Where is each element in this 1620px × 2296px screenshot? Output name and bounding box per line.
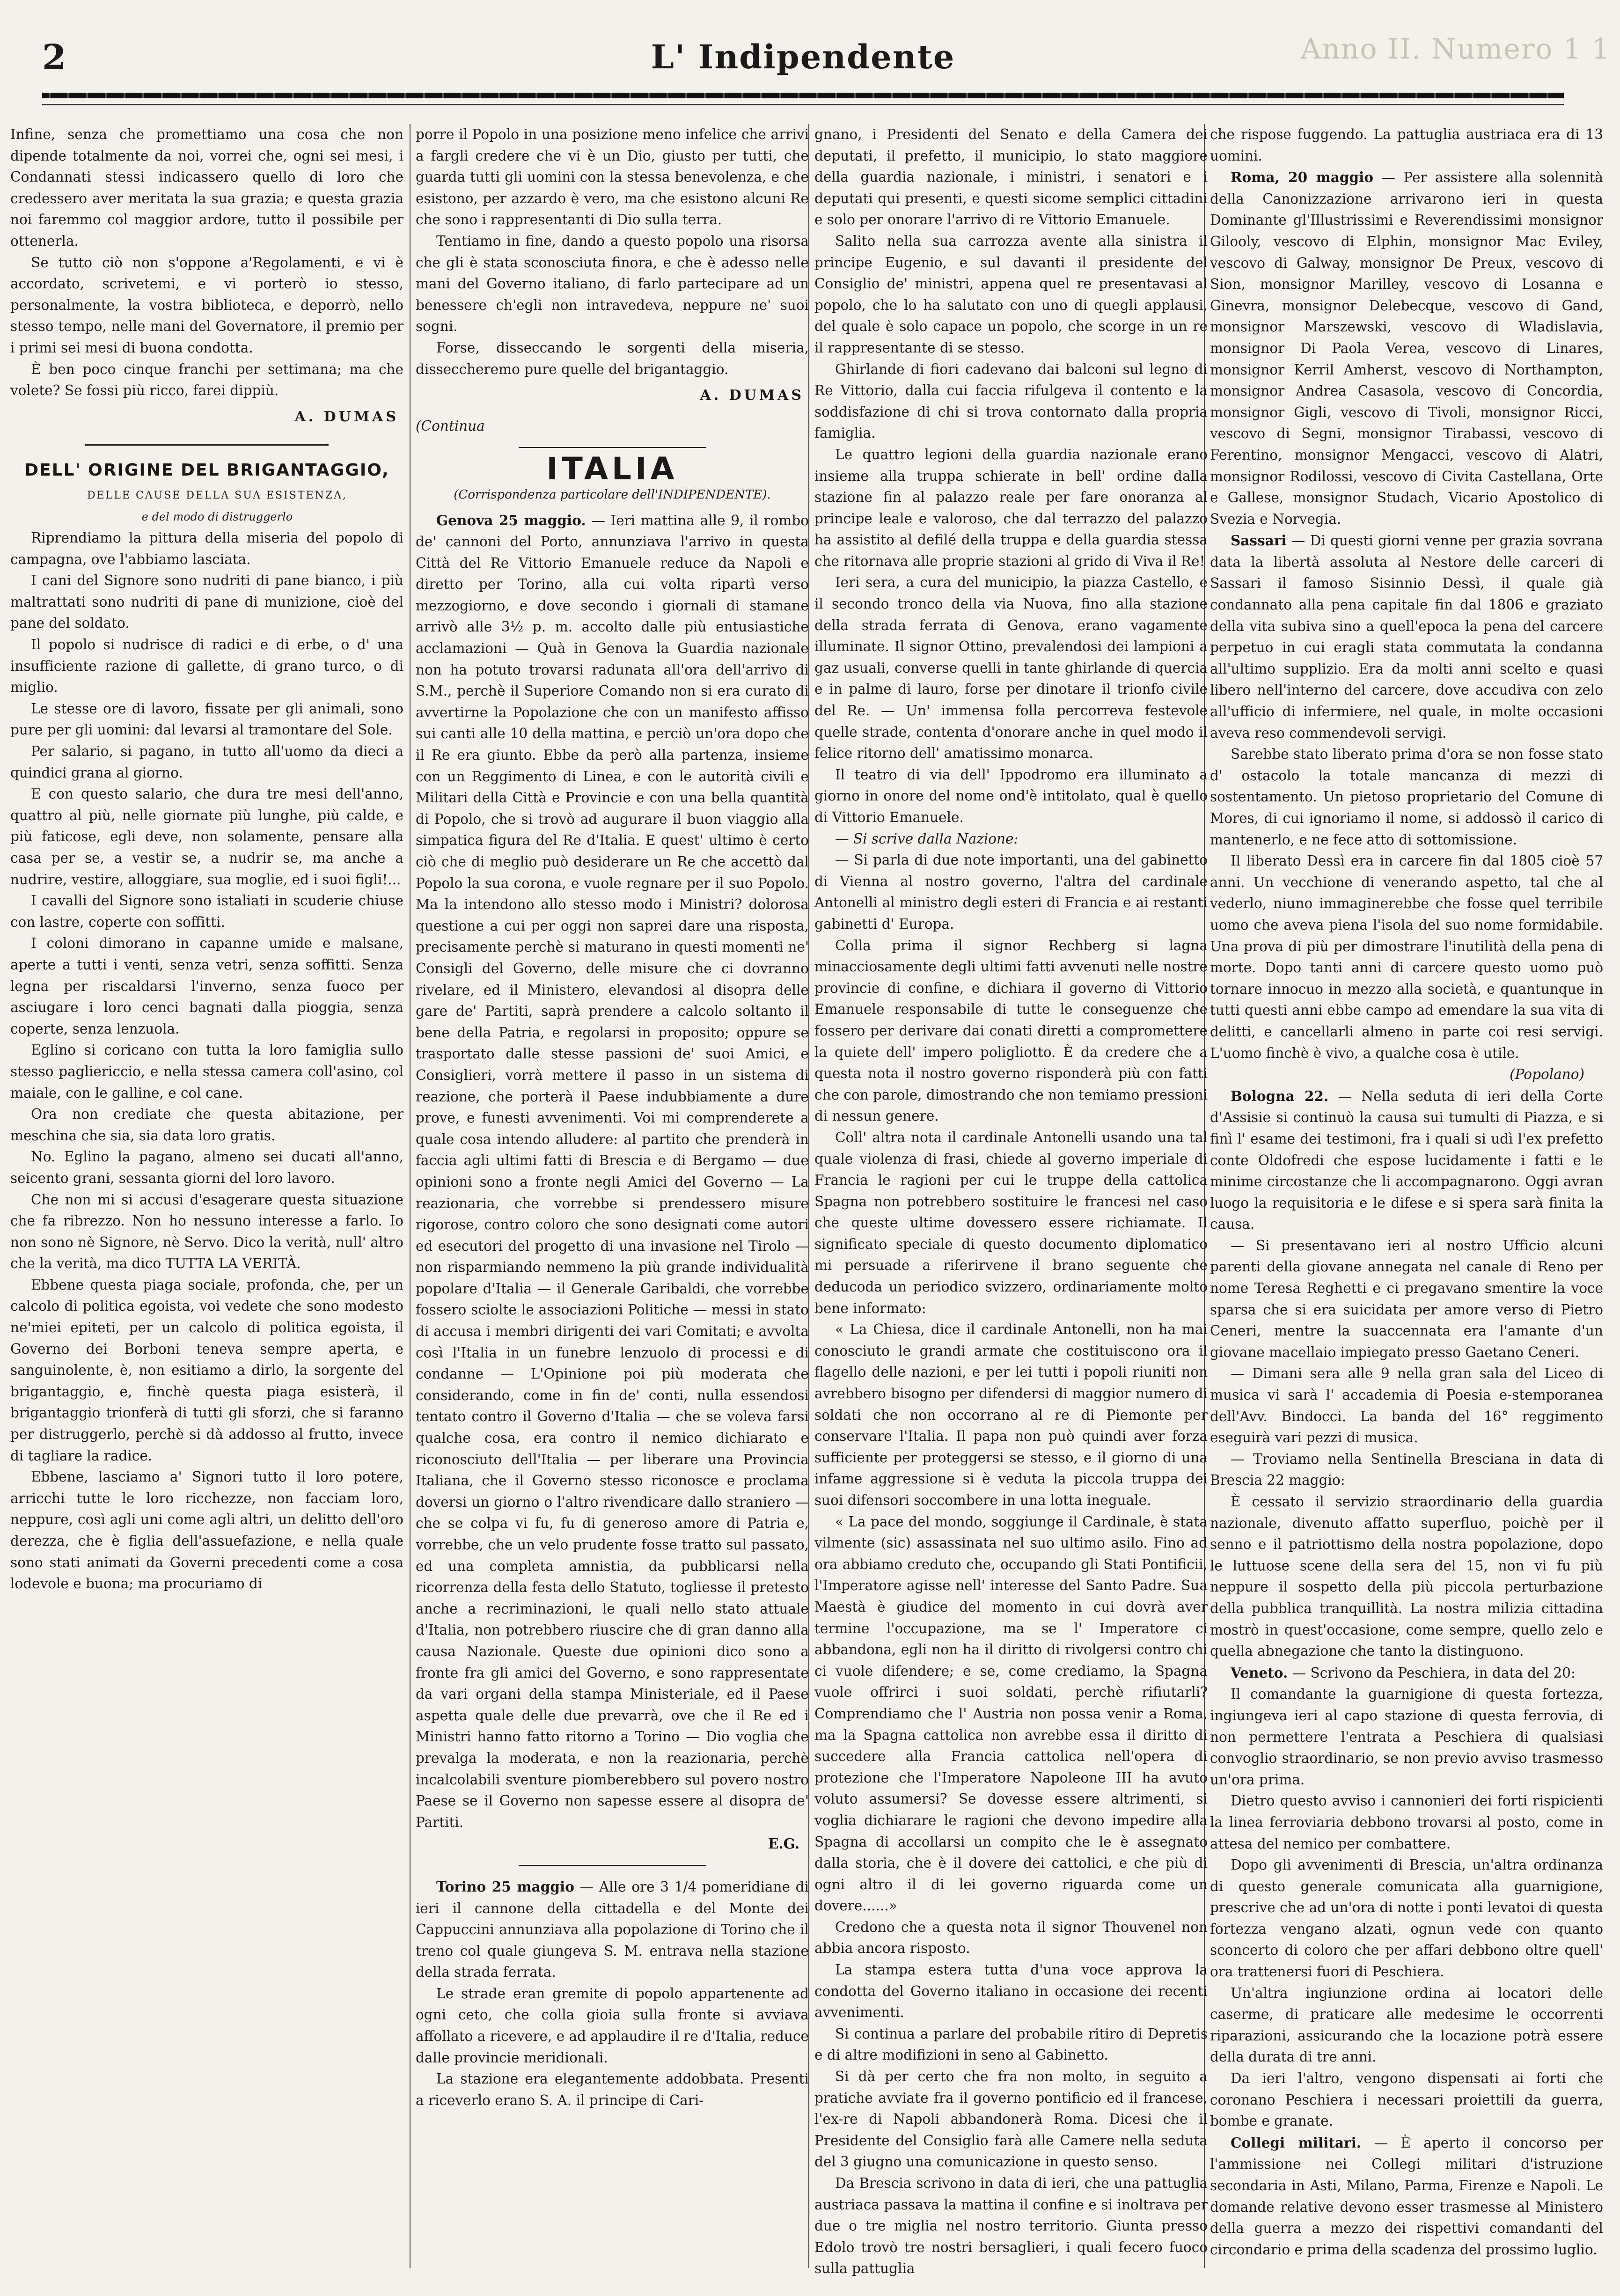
paragraph: I cani del Signore sono nudriti di pane bianco, i più maltrattati sono nudriti di pane di munizione, cioè del pane del soldato. [10,572,403,631]
paragraph: E con questo salario, che dura tre mesi dell'anno, quattro al più, nelle giornate più lunghe, più calde, e più faticose, egli deve, non solamente, pensare alla casa per se, a vestir se, a nudrir se, ma anche a nudrire, vestire, alloggiare, sua moglie, ed i suoi figli!... [10,786,403,888]
author-signature: A. DUMAS [700,387,804,404]
column-4 [1210,124,1603,2277]
section-subtitle: DELLE CAUSE DELLA SUA ESISTENZA, [87,489,347,501]
paragraph: Riprendiamo la pittura della miseria del popolo di campagna, ove l'abbiamo lasciata. [10,530,403,567]
header-rule [42,104,1564,105]
paragraph: « La Chiesa, dice il cardinale Antonelli, non ha mai conosciuto le grandi armate che costituiscono ora il flagello delle nazioni, e per lei tutti i popoli riuniti non avrebbero bisogno per difendersi di maggior numero di soldati che non occorrano al re di Piemonte per conservare l'Italia. Il papa non può quindi aver forza sufficiente per proteggersi se stesso, e il giorno di una infame aggressione si è veduta la piccola truppa dei suoi difensori soccombere in una lotta ineguale. [814,1321,1208,1508]
column-1 [10,124,403,2277]
paragraph: — Si presentavano ieri al nostro Ufficio alcuni parenti della giovane annegata nel canale di Reno per nome Teresa Reghetti e ci pregavano smentire la voce sparsa che si era suicidata per amore verso di Pietro Ceneri, mentre la suaccennata era l'amante d'un giovane macellaio impiegato presso Gaetano Ceneri. [1210,1237,1603,1360]
section-title: DELL' ORIGINE DEL BRIGANTAGGIO, [24,461,389,480]
paragraph: Forse, disseccando le sorgenti della miseria, disseccheremo pure quelle del brigantaggio. [416,339,809,377]
paragraph: No. Eglino la pagano, almeno sei ducati all'anno, seicento grani, sessanta giorni del loro lavoro. [10,1149,403,1186]
section-subtitle: e del modo di distruggerlo [141,510,293,523]
paragraph: Eglino si coricano con tutta la loro famiglia sullo stesso pagliericcio, e nella stessa camera coll'asino, col maiale, con le galline, e col cane. [10,1042,403,1101]
paragraph: La stampa estera tutta d'una voce approva la condotta del Governo italiano in occasione dei recenti avvenimenti. [814,1962,1208,2021]
article-columns [0,124,1620,2277]
header-ornamental-rule [42,93,1564,98]
paragraph: Un'altra ingiunzione ordina ai locatori delle caserme, di praticare alle medesime le occorrenti riparazioni, assicurando che la locazione potrà essere della durata di tre anni. [1210,1985,1603,2065]
paragraph: — Scrivono da Peschiera, in data del 20: [1292,1665,1576,1681]
paragraph: Il liberato Dessì era in carcere fin dal 1805 cioè 57 anni. Un vecchione di venerando aspetto, tal che al vederlo, niuno immaginerebbe che fosse quel terribile uomo che aveva piena l'isola del suo nome formidabile. Una prova di più per dimostrare l'inutilità della pena di morte. Dopo tanti anni di carcere questo uomo può tornare innocuo in mezzo alla società, e quantunque in tutti questi anni ebbe campo ad emendare la sua vita di delitti, e cancellarli almeno in parte coi resi servigi. L'uomo finchè è vivo, a qualche cosa è utile. [1210,853,1603,1061]
continued-note: (Continua [416,418,485,434]
paragraph: Ebbene questa piaga sociale, profonda, che, per un calcolo di politica egoista, voi vedete che sono modesto ne'miei epiteti, per un calcolo di politica egoista, il Governo dei Borboni teneva sempre aperta, e sanguinolente, è, non esitiamo a dirlo, la sorgente del brigantaggio, e, finchè questa piaga esisterà, il brigantaggio trionferà di tutti gli sforzi, che si faranno per distruggerlo, perchè si dà addosso al frutto, invece di tagliare la radice. [10,1276,403,1464]
paragraph: Credono che a questa nota il signor Thouvenel non abbia ancora risposto. [814,1919,1208,1957]
paragraph: — Dimani sera alle 9 nella gran sala del Liceo di musica vi sarà l' accademia di Poesia e-stemporanea dell'Avv. Bindocci. La banda del 16° reggimento eseguirà vari pezzi di musica. [1210,1365,1603,1446]
paragraph: Si continua a parlare del probabile ritiro di Depretis e di altre modifizioni in seno al Gabinetto. [814,2025,1208,2063]
paragraph: Che non mi si accusi d'esagerare questa situazione che fa ribrezzo. Non ho nessuno interesse a farlo. Io non sono nè Signore, nè Servo. Dico la verità, null' altro che la verità, ma dico TUTTA LA VERITÀ. [10,1191,403,1272]
paragraph: Salito nella sua carrozza avente alla sinistra il principe Eugenio, e sul davanti il presidente del Consiglio de' ministri, appena quel re presentavasi al popolo, che lo ha salutato con uno di quegli applausi, del quale è solo capace un popolo, che scorge in un re il rappresentante di se stesso. [814,233,1208,356]
paragraph: — È aperto il concorso per l'ammissione nei Collegi militari d'istruzione secondaria in Asti, Milano, Parma, Firenze e Napoli. Le domande relative devono esser trasmesse al Ministero della guerra a mezzo dei rispettivi comandanti del circondario e prima della scadenza del prossimo luglio. [1210,2135,1603,2258]
paragraph: Se tutto ciò non s'oppone a'Regolamenti, e vi è accordato, scrivetemi, e vi porterò io stesso, personalmente, la vostra biblioteca, e deporrò, nello stesso tempo, nelle mani del Governatore, il premio per i primi sei mesi di buona condotta. [10,254,403,356]
paragraph: Da ieri l'altro, vengono dispensati ai forti che coronano Peschiera i necessari proiettili da guerra, bombe e granate. [1210,2070,1603,2129]
paragraph: — Troviamo nella Sentinella Bresciana in data di Brescia 22 maggio: [1210,1451,1603,1489]
dateline: Genova 25 maggio. [436,512,586,528]
paragraph: Ebbene, lasciamo a' Signori tutto il loro potere, arricchi tutte le loro ricchezze, non facciam loro, neppure, così agli uni come agli altri, un delitto dell'oro derezza, che è figlia dell'assuefazione, e nella quale sono stati animati da Governi precedenti come a cosa lodevole e buona; ma procuriamo di [10,1469,403,1592]
dateline: Bologna 22. [1231,1087,1329,1104]
paragraph: È ben poco cinque franchi per settimana; ma che volete? Se fossi più ricco, farei dippiù. [10,361,403,399]
page-number: 2 [42,37,66,78]
bleed-through-text: Anno II. Numero 1 1 [1300,33,1611,66]
paragraph: Il teatro di via dell' Ippodromo era illuminato a giorno in onore del nome ond'è intitolato, qual è quello di Vittorio Emanuele. [814,766,1208,825]
paragraph: Sarebbe stato liberato prima d'ora se non fosse stato d' ostacolo la totale mancanza di mezzi di sostentamento. Un pietoso proprietario del Comune di Mores, di cui ignoriamo il nome, si addossò il carico di mantenerlo, e ne fece atto di sottomissione. [1210,746,1603,848]
paragraph: Il comandante la guarnigione di questa fortezza, ingiungeva ieri al capo stazione di questa ferrovia, di non permettere l'entrata a Peschiera di qualsiasi convoglio straordinario, se non previo avviso trasmesso un'ora prima. [1210,1686,1603,1788]
paragraph: Le stesse ore di lavoro, fissate per gli animali, sono pure per gli uomini: dal levarsi al tramontare del Sole. [10,700,403,738]
paragraph: — Di questi giorni venne per grazia sovrana data la libertà assoluta al Nestore delle carceri di Sassari il famoso Sisinnio Dessì, il quale già condannato alla pena capitale fin dal 1806 e graziato della vita subiva sino a quell'epoca la pena del carcere perpetuo in cui eragli stata commutata la condanna all'ultimo supplizio. Era da molti anni scelto e quasi libero nell'interno del carcere, dove accudiva con zelo all'ufficio di infermiere, nel quale, in molte occasioni aveva reso commendevoli servigi. [1210,533,1603,741]
paragraph: Da Brescia scrivono in data di ieri, che una pattuglia austriaca passava la mattina il confine e si inoltrava per due o tre miglia nel nostro territorio. Giunta presso Edolo trovò tre nostri bersaglieri, i quali fecero fuoco sulla pattuglia [814,2175,1208,2277]
paragraph: — Si scrive dalla Nazione: [835,830,1019,847]
dateline: Torino 25 maggio [436,1878,574,1895]
section-separator [519,1865,706,1866]
section-heading-italia: ITALIA [546,451,678,487]
paragraph: Ora non crediate che questa abitazione, per meschina che sia, sia data loro gratis. [10,1106,403,1144]
paragraph: Ghirlande di fiori cadevano dai balconi sul legno di Re Vittorio, dalla cui faccia rifulgeva il contento e la soddisfazione di chi si trova contornato dalla propria famiglia. [814,361,1208,441]
paragraph: Tentiamo in fine, dando a questo popolo una risorsa che gli è stata sconosciuta finora, e che è adesso nelle mani del Governo italiano, di farlo partecipare ad un benessere ch'egli non intravedeva, neppure ne' suoi sogni. [416,233,809,335]
paragraph: — Alle ore 3 1/4 pomeridiane di ieri il cannone della cittadella e del Monte dei Cappuccini annunziava alla popolazione di Torino che il treno col quale giungeva S. M. entrava nella stazione della strada ferrata. [416,1878,809,1981]
column-2 [416,124,809,2277]
paragraph: che rispose fuggendo. La pattuglia austriaca era di 13 uomini. [1210,126,1603,164]
paragraph: — Per assistere alla solennità della Canonizzazione arrivarono ieri in questa Dominante gl'Illustrissimi e Reverendissimi monsignor Gilooly, vescovo di Elphin, monsignor Mac Eviley, vescovo di Galway, monsignor De Preux, vescovo di Sion, monsignor Marilley, vescovo di Losanna e Ginevra, monsignor Delebecque, vescovo di Gand, monsignor Marszewski, vescovo di Wladislavia, monsignor Di Paola Verea, vescovo di Linares, monsignor Kerril Amherst, vescovo di Northampton, monsignor Andrea Casasola, vescovo di Concordia, monsignor Gigli, vescovo di Tivoli, monsignor Ricci, vescovo di Segni, monsignor Tirabassi, vescovo di Ferentino, monsignor Mengacci, vescovo di Alatri, monsignor Rodilossi, vescovo di Civita Castellana, Orte e Gallese, monsignor Studach, Vicario Apostolico di Svezia e Norvegia. [1210,169,1603,527]
paragraph: Le strade eran gremite di popolo appartenente ad ogni ceto, che colla gioia sulla fronte si avviava affollato a ricevere, e ad applaudire il re d'Italia, reduce dalle provincie meridionali. [416,1985,809,2066]
masthead-title: L' Indipendente [651,37,955,76]
paragraph: gnano, i Presidenti del Senato e della Camera dei deputati, il prefetto, il municipio, lo stato maggiore della guardia nazionale, i ministri, i senatori e i deputati qui presenti, e questi sicome semplici cittadini e solo per onorare l'arrivo di re Vittorio Emanuele. [814,126,1208,228]
paragraph: Il popolo si nudrisce di radici e di erbe, o d' una insufficiente razione di gallette, di grano turco, o di miglio. [10,637,403,696]
paragraph: I coloni dimorano in capanne umide e malsane, aperte a tutti i venti, senza vetri, senza soffitti. Senza legna per riscaldarsi l'inverno, senza fuoco per asciugare i loro cenci bagnati dalla pioggia, senza coperte, senza lenzuola. [10,935,403,1037]
paragraph: Infine, senza che promettiamo una cosa che non dipende totalmente da noi, vorrei che, ogni sei mesi, i Condannati stessi indicassero quello di loro che credessero aver meritata la sua grazia; e questa grazia noi faremmo col maggior ardore, tutto il possibile per ottenerla. [10,126,403,249]
section-separator [85,444,329,446]
paragraph: Colla prima il signor Rechberg si lagna minacciosamente degli ultimi fatti avvenuti nelle nostre provincie di confine, e dichiara il governo di Vittorio Emanuele responsabile di tutte le conseguenze che fossero per derivare dai conati diretti a compromettere la quiete dell' impero poligliotto. È da credere che a questa nota il nostro governo risponderà più con fatti che con parole, dimostrando che non temiamo pressioni di nessun genere. [814,937,1208,1124]
dateline: Veneto. [1231,1664,1288,1681]
source-attribution: (Popolano) [1510,1066,1584,1083]
paragraph: Si dà per certo che fra non molto, in seguito a pratiche avviate fra il governo pontificio ed il francese, l'ex-re di Napoli abbandonerà Roma. Dicesi che il Presidente del Consiglio farà alle Camere nella seduta del 3 giugno una comunicazione in questo senso. [814,2069,1208,2170]
column-3 [814,124,1208,2277]
author-signature: A. DUMAS [294,408,399,425]
paragraph: Coll' altra nota il cardinale Antonelli usando una tal quale violenza di frasi, chiede al governo imperiale di Francia le ragioni per cui le truppe della cattolica Spagna non potrebbero sostituire le francesi nel caso che queste ultime dovessero essere richiamate. Il significato speciale di questo documento diplomatico mi persuade a riferirvene il brano seguente che deducoda un periodico svizzero, ordinariamente molto bene informato: [814,1129,1208,1316]
paragraph: La stazione era elegantemente addobbata. Presenti a riceverlo erano S. A. il principe di Cari- [416,2071,809,2108]
paragraph: porre il Popolo in una posizione meno infelice che arrivi a fargli credere che vi è un Dio, giusto per tutti, che guarda tutti gli uomini con la stessa benevolenza, e che esistono, per azzardo è vero, ma che esistono alcuni Re che sono i rappresentanti di Dio sulla terra. [416,126,809,228]
paragraph: — Ieri mattina alle 9, il rombo de' cannoni del Porto, annunziava l'arrivo in questa Città del Re Vittorio Emanuele reduce da Napoli e diretto per Torino, alla cui volta ripartì verso mezzogiorno, e dove secondo i giornali di stamane arrivò alle 3½ p. m. accolto dalle più entusiastiche acclamazioni — Quà in Genova la Guardia nazionale non ha potuto trovarsi radunata all'ora dell'arrivo di S.M., perchè il Superiore Comando non si era curato di avvertirne la Popolazione che con un manifesto affisso sui canti alle 10 della mattina, e perciò un'ora dopo che il Re era giunto. Ebbe da però alla partenza, insieme con un Reggimento di Linea, e con le autorità civili e Militari della Città e Provincie e con una bella quantità di Popolo, che si trovò ad augurare il buon viaggio alla simpatica figura del Re d'Italia. E quest' ultimo è certo ciò che di meglio può desiderare un Re che accettò dal Popolo la sua corona, e vuole regnare per il suo Popolo. Ma la intendono allo stesso modo i Ministri? dolorosa questione a cui per oggi non saprei dare una risposta, precisamente perchè si maturano in questi momenti ne' Consigli del Governo, delle misure che ci dovranno rivelare, ed il Ministero, elevandosi al disopra delle gare de' Partiti, saprà prendere a calcolo soltanto il bene della Patria, e regolarsi in proposito; oppure se trasportato dalle stesse passioni de' suoi Amici, e Consiglieri, vorrà mettere il passo in un sistema di reazione, che porterà il Paese indubbiamente a dure prove, e funesti avvenimenti. Voi mi comprenderete a quale cosa intendo alludere: al partito che prenderà in faccia agli ultimi fatti di Brescia e di Bergamo — due opinioni sono a fronte negli Amici del Governo — La reazionaria, che vorrebbe si prendessero misure rigorose, contro coloro che sono designati come autori ed esecutori del progetto di una invasione nel Tirolo — non risparmiando nemmeno la più grande individualità popolare d'Italia — il Generale Garibaldi, che vorrebbe fossero sciolte le associazioni Politiche — messi in stato di accusa i membri dirigenti dei vari Comitati; e avvolta così l'Italia in un funebre lenzuolo di processi e di condanne — L'Opinione poi più moderata che considerando, come in fin de' conti, nulla essendosi tentato contro il Governo d'Italia — che se voleva farsi qualche cosa, era contro il nemico dichiarato e riconosciuto dell'Italia — per liberare una Provincia Italiana, che il Governo stesso riconosce e proclama doversi un giorno o l'altro rivendicare dallo straniero — che se colpa vi fu, fu di generoso amore di Patria e, vorrebbe, che un velo prudente fosse tratto sul passato, ed una completa amnistia, da pubblicarsi nella ricorrenza della festa dello Statuto, togliesse il pretesto anche a recriminazioni, le quali nello stato attuale d'Italia, non potrebbero riuscire che di gran danno alla causa Nazionale. Queste due opinioni dico sono a fronte fra gli amici del Governo, e sono rappresentate da vari organi della stampa Ministeriale, ed il Paese aspetta quale delle due prevarrà, ove che il Re ed i Ministri hanno fatto ritorno a Torino — Dio voglia che prevalga la moderata, e non la reazionaria, perchè incalcolabili sventure piomberebbero sul povero nostro Paese se il Governo non sapesse essere al disopra de' Partiti. [416,512,809,1830]
paragraph: Per salario, si pagano, in tutto all'uomo da dieci a quindici grana al giorno. [10,743,403,781]
paragraph: Le quattro legioni della guardia nazionale erano insieme alla truppa schierate in bell' ordine dalla stazione fin al palazzo reale per fare onoranza al principe leale e valoroso, che dal terrazzo del palazzo ha assistito al defilé della truppa e della guardia stessa che ritornava alle proprie stazioni al grido di Viva il Re! [814,446,1208,569]
paragraph: Ieri sera, a cura del municipio, la piazza Castello, e il secondo tronco della via Nuova, fino alla stazione della strada ferrata di Genova, erano vagamente illuminate. Il signor Ottino, prevalendosi dei lampioni a gaz usuali, converse quelli in tante ghirlande di quercia e in palme di lauro, forse per dinotare il trionfo civile del Re. — Un' immensa folla percorreva festevole quelle strade, contenta d'onorare anche in quel modo il felice ritorno dell' amatissimo monarca. [814,574,1208,762]
paragraph: « La pace del mondo, soggiunge il Cardinale, è stata vilmente (sic) assassinata nel suo ultimo asilo. Fino ad ora abbiamo creduto che, occupando gli Stati Pontificii, l'Imperatore agisse nell' interesse del Santo Padre. Sua Maestà è giudice del momento in cui dovrà aver termine l'occupazione, ma se l' Imperatore ci abbandona, egli non ha il diritto di rivolgersi contro chi ci vuole difendere; e se, come crediamo, la Spagna vuole offrirci i suoi soldati, perchè rifiutarli? Comprendiamo che l' Austria non possa venir a Roma, ma la Spagna cattolica non avrebbe essa il diritto di succedere alla Francia cattolica nell'opera di protezione che l'Imperatore Napoleone III ha avuto voluto assumersi? Se dovesse essere altrimenti, si voglia dichiarare le ragioni che devono impedire alla Spagna di accollarsi un compito che le è assegnato dalla storia, che è il dovere dei cattolici, e che più di ogni altro il di lei governo riguarda come un dovere......» [814,1513,1208,1914]
dateline: Collegi militari. [1231,2134,1362,2151]
paragraph: — Si parla di due note importanti, una del gabinetto di Vienna al nostro governo, l'altra del cardinale Antonelli al ministro degli esteri di Francia e ai restanti gabinetti d' Europa. [814,852,1208,932]
dateline: Roma, 20 maggio [1231,169,1374,186]
paragraph: Dietro questo avviso i cannonieri dei forti rispicienti la linea ferroviaria debbono trovarsi al posto, come in attesa del nemico per combattere. [1210,1793,1603,1852]
section-separator [519,447,706,448]
dateline: Sassari [1231,532,1287,549]
paragraph: Dopo gli avvenimenti di Brescia, un'altra ordinanza di questo generale comunicata alla guarnigione, prescrive che ad un'ora di notte i ponti levatoi di questa fortezza vengano alzati, ognun vede con quanto sconcerto di coloro che per affari debbono oltre quell' ora trattenersi fuori di Peschiera. [1210,1857,1603,1980]
paragraph: È cessato il servizio straordinario della guardia nazionale, divenuto affatto superfluo, poichè per il senno e il patriottismo della nostra popolazione, dopo le luttuose scene della sera del 15, non vi fu più neppure il sospetto della più piccola perturbazione della pubblica tranquillità. La nostra milizia cittadina mostrò in quest'occasione, come sempre, quello zelo e quella abnegazione che tanto la distinguono. [1210,1494,1603,1659]
paragraph: — Nella seduta di ieri della Corte d'Assisie si continuò la causa sui tumulti di Piazza, e si finì l' esame dei testimoni, fra i quali si udì l'ex prefetto conte Oldofredi che espose lucidamente i fatti e le minime circostanze che li accompagnarono. Oggi avran luogo la requisitoria e le difese e si spera sarà finita la causa. [1210,1088,1603,1232]
paragraph: I cavalli del Signore sono istaliati in scuderie chiuse con lastre, coperte con soffitti. [10,893,403,930]
author-initials: E.G. [768,1835,799,1852]
correspondence-note: (Corrispondenza particolare dell'INDIPENDENTE). [454,487,771,502]
